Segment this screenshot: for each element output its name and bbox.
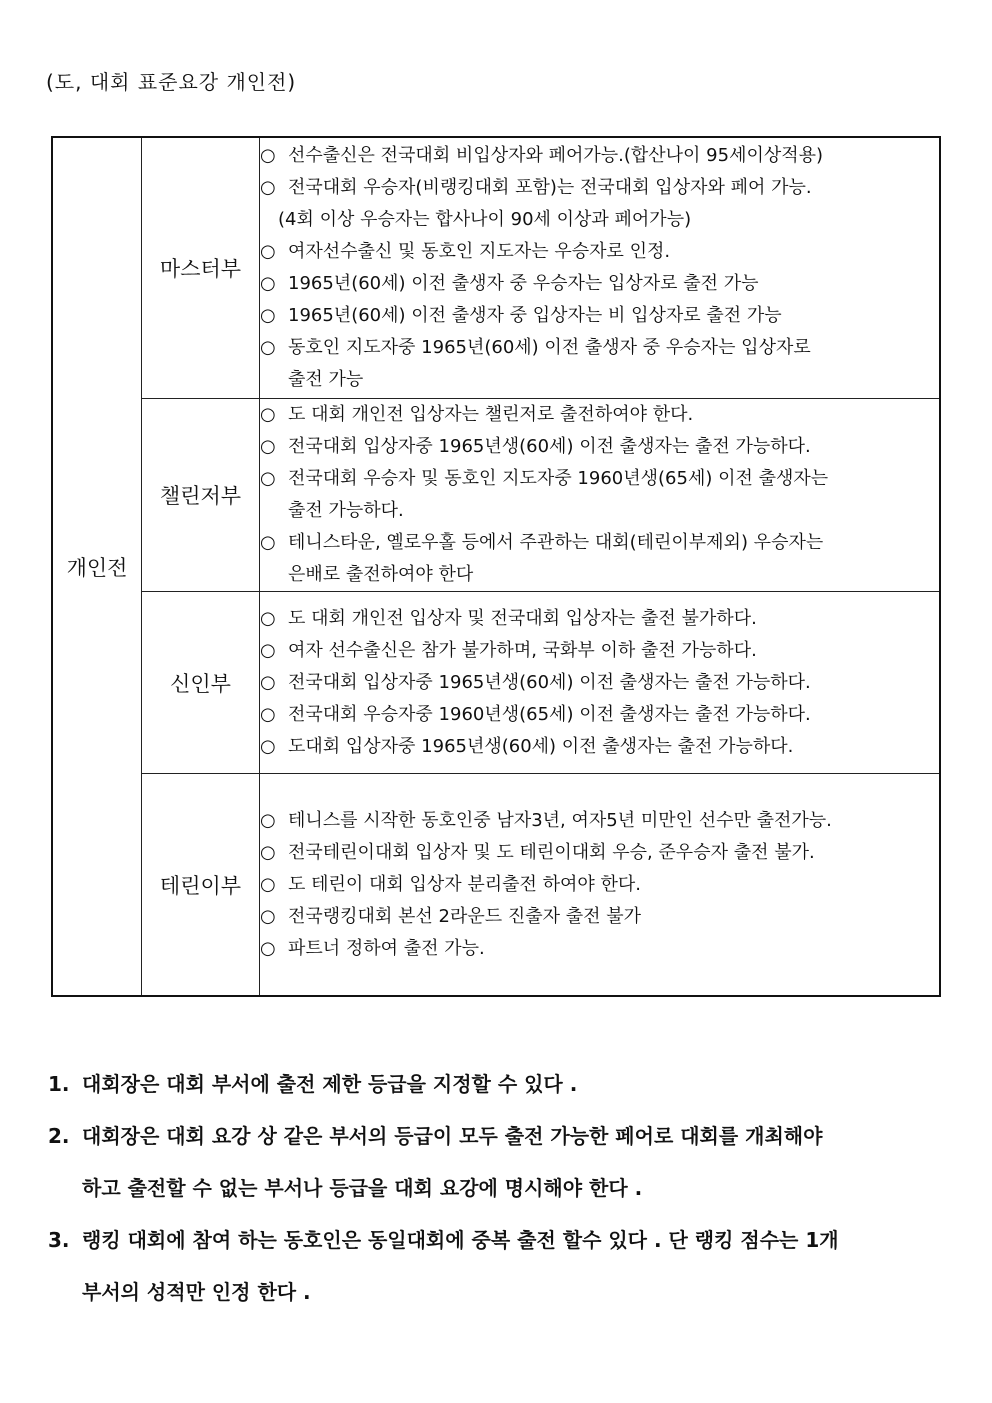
table-row-rookie [52, 592, 940, 774]
rule-item: ○ 여자선수출신 및 동호인 지도자는 우승자로 인정. [260, 241, 671, 262]
table-row-challenger [52, 399, 940, 592]
rule-item: ○ 전국대회 우승자 및 동호인 지도자중 1960년생(65세) 이전 출생자는 [260, 468, 829, 489]
note-continuation: 하고 출전할 수 없는 부서나 등급을 대회 요강에 명시해야 한다 . [82, 1176, 643, 1200]
rule-continuation: 은배로 출전하여야 한다 [288, 564, 474, 585]
note-item: 1. 대회장은 대회 부서에 출전 제한 등급을 지정할 수 있다 . [48, 1072, 578, 1096]
rule-item: ○ 여자 선수출신은 참가 불가하며, 국화부 이하 출전 가능하다. [260, 639, 757, 661]
rules-challenger [260, 399, 941, 592]
notes-list [48, 1058, 948, 1318]
rule-item: ○ 도 대회 개인전 입상자 및 전국대회 입상자는 출전 불가하다. [260, 607, 757, 629]
rule-item: ○ 전국대회 우승자중 1960년생(65세) 이전 출생자는 출전 가능하다. [260, 703, 811, 725]
document-title: (도, 대회 표준요강 개인전) [46, 70, 297, 94]
rule-item: ○ 파트너 정하여 출전 가능. [260, 937, 485, 959]
note-item: 3. 랭킹 대회에 참여 하는 동호인은 동일대회에 중복 출전 할수 있다 . 단 랭킹 점수는 1개 [48, 1228, 839, 1252]
rule-item: ○ 전국대회 우승자(비랭킹대회 포함)는 전국대회 입상자와 페어 가능. [260, 177, 812, 198]
rule-item: ○ 1965년(60세) 이전 출생자 중 입상자는 비 입상자로 출전 가능 [260, 305, 782, 326]
rule-item: ○ 전국랭킹대회 본선 2라운드 진출자 출전 불가 [260, 905, 642, 927]
rule-item: ○ 도대회 입상자중 1965년생(60세) 이전 출생자는 출전 가능하다. [260, 735, 794, 757]
rules-beginner [260, 774, 941, 997]
rule-item: ○ 1965년(60세) 이전 출생자 중 우승자는 입상자로 출전 가능 [260, 273, 759, 294]
rules-master [260, 137, 941, 399]
rule-item: ○ 선수출신은 전국대회 비입상자와 페어가능.(합산나이 95세이상적용) [260, 145, 824, 166]
group-label: 개인전 [52, 137, 142, 996]
table-row-master [52, 137, 940, 399]
rules-rookie [260, 592, 941, 774]
division-name-rookie: 신인부 [142, 592, 260, 774]
rule-item: ○ 테니스를 시작한 동호인중 남자3년, 여자5년 미만인 선수만 출전가능. [260, 809, 832, 831]
rule-continuation: 출전 가능하다. [288, 500, 404, 521]
rule-item: ○ 동호인 지도자중 1965년(60세) 이전 출생자 중 우승자는 입상자로 [260, 337, 811, 358]
rules-table [51, 136, 941, 997]
division-name-master: 마스터부 [142, 137, 260, 399]
rule-item: ○ 테니스타운, 옐로우홀 등에서 주관하는 대회(테린이부제외) 우승자는 [260, 532, 824, 553]
table-row-beginner [52, 774, 940, 997]
note-item: 2. 대회장은 대회 요강 상 같은 부서의 등급이 모두 출전 가능한 페어로 대회를 개최해야 [48, 1124, 823, 1148]
division-name-challenger: 챌린저부 [142, 399, 260, 592]
rule-continuation: (4회 이상 우승자는 합사나이 90세 이상과 페어가능) [278, 209, 692, 230]
note-continuation: 부서의 성적만 인정 한다 . [82, 1280, 311, 1304]
rule-item: ○ 전국테린이대회 입상자 및 도 테린이대회 우승, 준우승자 출전 불가. [260, 841, 815, 863]
rule-item: ○ 도 대회 개인전 입상자는 챌린저로 출전하여야 한다. [260, 404, 694, 425]
rule-item: ○ 전국대회 입상자중 1965년생(60세) 이전 출생자는 출전 가능하다. [260, 671, 811, 693]
division-name-beginner: 테린이부 [142, 774, 260, 997]
rule-item: ○ 도 테린이 대회 입상자 분리출전 하여야 한다. [260, 873, 642, 895]
rule-item: ○ 전국대회 입상자중 1965년생(60세) 이전 출생자는 출전 가능하다. [260, 436, 811, 457]
rule-continuation: 출전 가능 [288, 369, 364, 390]
